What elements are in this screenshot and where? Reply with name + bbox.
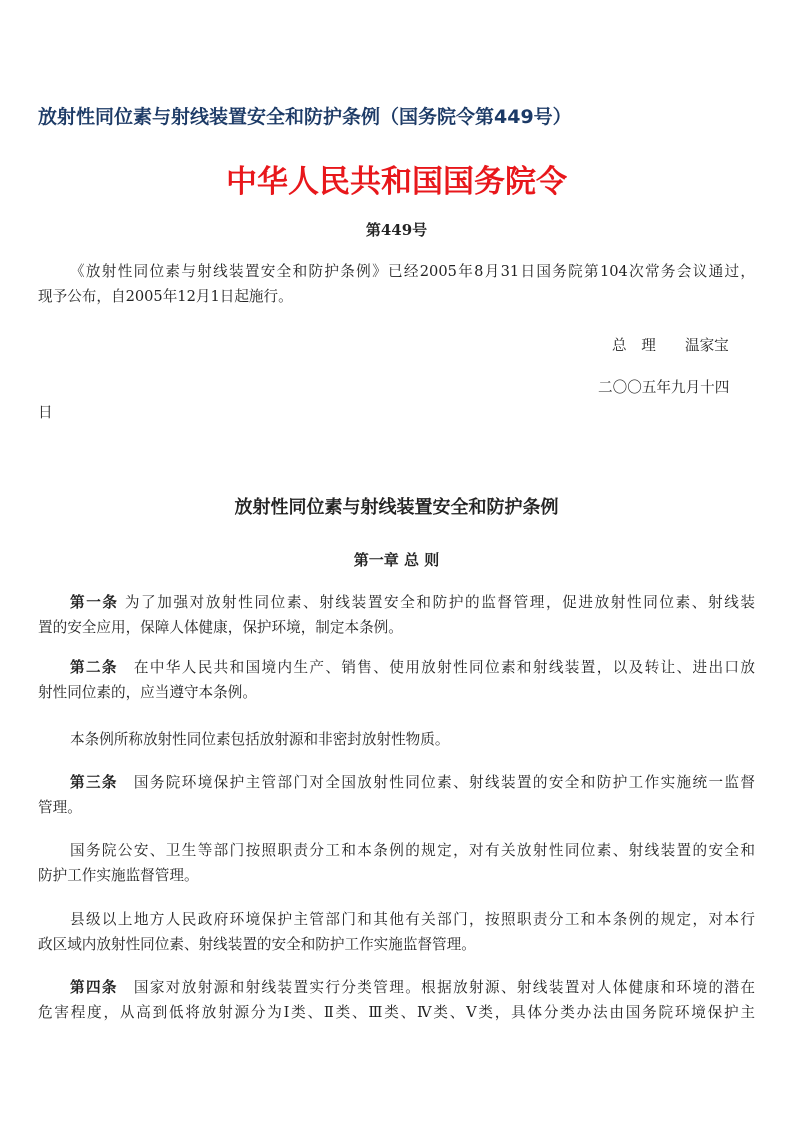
order-number: 第449号 bbox=[365, 221, 428, 239]
article-text: 国家对放射源和射线装置实行分类管理。根据放射源、射线装置对人体健康和环境的潜在 bbox=[117, 979, 755, 996]
article-4-line bbox=[70, 978, 755, 998]
date-line: 二〇〇五年九月十四 bbox=[598, 379, 730, 396]
article-1-line bbox=[70, 593, 755, 613]
promulgation-line: 现予公布，自2005年12月1日起施行。 bbox=[38, 288, 293, 305]
article-label: 第三条 bbox=[70, 774, 118, 791]
issuer-heading: 中华人民共和国国务院令 bbox=[226, 164, 567, 200]
article-text: 国务院环境保护主管部门对全国放射性同位素、射线装置的安全和防护工作实施统一监督 bbox=[117, 774, 755, 791]
regulation-title: 放射性同位素与射线装置安全和防护条例 bbox=[234, 497, 559, 518]
article-text: 为了加强对放射性同位素、射线装置安全和防护的监督管理，促进放射性同位素、射线装 bbox=[118, 594, 755, 611]
signature: 总 理 温家宝 bbox=[612, 337, 729, 354]
document-title: 放射性同位素与射线装置安全和防护条例（国务院令第449号） bbox=[38, 106, 572, 128]
promulgation-line: 《放射性同位素与射线装置安全和防护条例》已经2005年8月31日国务院第104次常务会议通过， bbox=[70, 263, 755, 280]
article-3-line bbox=[70, 773, 755, 793]
article-2-line bbox=[70, 658, 755, 678]
article-label: 第四条 bbox=[70, 979, 118, 996]
paragraph-line: 国务院公安、卫生等部门按照职责分工和本条例的规定，对有关放射性同位素、射线装置的安全和 bbox=[70, 842, 755, 859]
article-label: 第一条 bbox=[70, 594, 119, 611]
article-label: 第二条 bbox=[70, 659, 118, 676]
date-line: 日 bbox=[38, 404, 53, 421]
paragraph-line: 县级以上地方人民政府环境保护主管部门和其他有关部门，按照职责分工和本条例的规定，对本行 bbox=[70, 911, 755, 928]
article-3-line: 管理。 bbox=[38, 799, 82, 816]
paragraph-line: 政区域内放射性同位素、射线装置的安全和防护工作实施监督管理。 bbox=[38, 936, 476, 953]
chapter-title: 第一章 总 则 bbox=[353, 551, 440, 569]
paragraph-line: 本条例所称放射性同位素包括放射源和非密封放射性物质。 bbox=[70, 731, 450, 748]
article-text: 在中华人民共和国境内生产、销售、使用放射性同位素和射线装置，以及转让、进出口放 bbox=[117, 659, 755, 676]
article-4-line: 危害程度，从高到低将放射源分为Ⅰ类、Ⅱ类、Ⅲ类、Ⅳ类、Ⅴ类，具体分类办法由国务院环境保护主 bbox=[38, 1004, 755, 1021]
paragraph-line: 防护工作实施监督管理。 bbox=[38, 867, 199, 884]
article-2-line: 射性同位素的，应当遵守本条例。 bbox=[38, 684, 257, 701]
article-1-line: 置的安全应用，保障人体健康，保护环境，制定本条例。 bbox=[38, 619, 403, 636]
